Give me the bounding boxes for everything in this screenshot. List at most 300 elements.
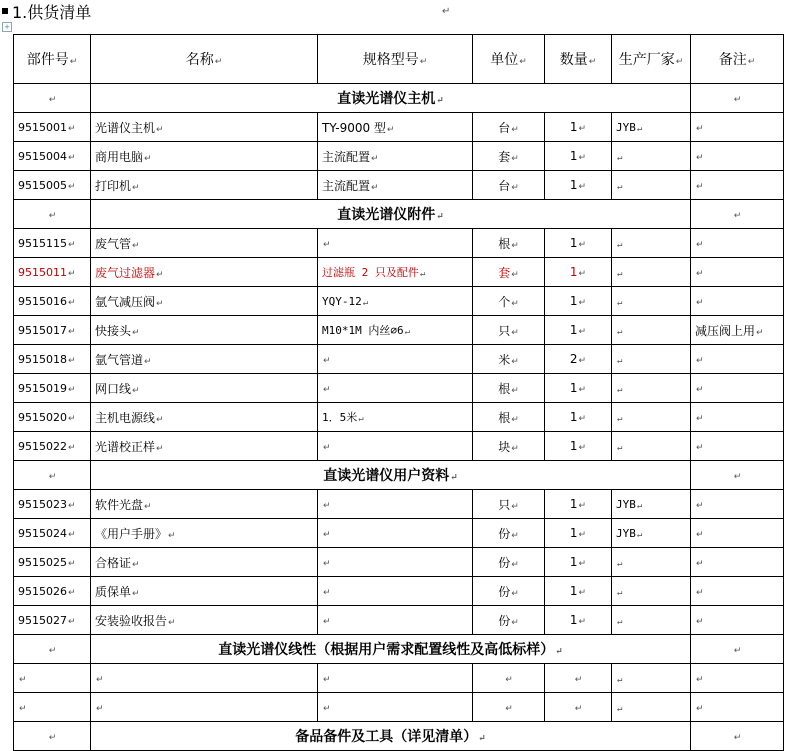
- note-cell: [691, 345, 784, 374]
- cell-end-mark-icon: ↵: [578, 501, 587, 511]
- cell-end-mark-icon: ↵: [511, 124, 519, 135]
- section-row: [14, 200, 784, 229]
- unit-cell: 只↵: [473, 490, 545, 519]
- cell-end-mark-icon: ↵: [696, 559, 704, 569]
- cell-end-mark-icon: ↵: [617, 384, 623, 395]
- quantity-cell: 1↵: [545, 548, 612, 577]
- cell-end-mark-icon: ↵: [574, 675, 583, 685]
- cell-end-mark-icon: ↵: [358, 414, 364, 424]
- spec-cell: [318, 432, 473, 461]
- unit-cell: 台↵: [473, 113, 545, 142]
- cell-end-mark-icon: ↵: [68, 529, 76, 540]
- column-header: 生产厂家↵: [612, 35, 691, 84]
- cell-end-mark-icon: ↵: [696, 356, 704, 366]
- name-cell: 质保单↵: [91, 577, 318, 606]
- note-cell: [691, 229, 784, 258]
- cell-end-mark-icon: ↵: [96, 675, 104, 685]
- cell-end-mark-icon: ↵: [404, 327, 411, 337]
- manufacturer-cell: JYB↵: [612, 490, 691, 519]
- unit-cell: 份↵: [473, 606, 545, 635]
- name-cell: 《用户手册》↵: [91, 519, 318, 548]
- table-row: [14, 403, 784, 432]
- manufacturer-cell: JYB↵: [612, 519, 691, 548]
- cell-end-mark-icon: ↵: [511, 153, 519, 164]
- cell-end-mark-icon: ↵: [511, 559, 519, 570]
- table-row: [14, 374, 784, 403]
- column-header: 数量↵: [545, 35, 612, 84]
- section-title: 直读光谱仪主机↵: [91, 84, 691, 113]
- cell-end-mark-icon: ↵: [19, 703, 27, 714]
- cell-end-mark-icon: ↵: [68, 268, 76, 279]
- cell-end-mark-icon: ↵: [578, 153, 587, 163]
- spec-cell: [318, 490, 473, 519]
- cell-end-mark-icon: ↵: [48, 646, 57, 656]
- cell-end-mark-icon: ↵: [323, 675, 331, 685]
- cell-end-mark-icon: ↵: [696, 501, 704, 511]
- name-cell: 废气过滤器↵: [91, 258, 318, 287]
- section-note-cell: [691, 200, 784, 229]
- cell-end-mark-icon: ↵: [636, 500, 643, 511]
- cell-end-mark-icon: ↵: [733, 646, 742, 656]
- header-row: [14, 35, 784, 84]
- table-row: [14, 345, 784, 374]
- cell-end-mark-icon: ↵: [511, 414, 519, 425]
- cell-end-mark-icon: ↵: [696, 588, 704, 598]
- name-cell: [91, 664, 318, 693]
- cell-end-mark-icon: ↵: [323, 588, 331, 598]
- section-title: 直读光谱仪线性（根据用户需求配置线性及高低标样）↵: [91, 635, 691, 664]
- cell-end-mark-icon: ↵: [617, 181, 623, 192]
- note-cell: [691, 142, 784, 171]
- cell-end-mark-icon: ↵: [68, 152, 76, 163]
- cell-end-mark-icon: ↵: [578, 327, 587, 337]
- cell-end-mark-icon: ↵: [511, 269, 519, 280]
- section-title: 备品备件及工具（详见清单）↵: [91, 722, 691, 751]
- manufacturer-cell: [612, 664, 691, 693]
- cell-end-mark-icon: ↵: [696, 530, 704, 540]
- manufacturer-cell: [612, 432, 691, 461]
- cell-end-mark-icon: ↵: [511, 530, 519, 541]
- cell-end-mark-icon: ↵: [574, 704, 583, 714]
- manufacturer-cell: [612, 258, 691, 287]
- cell-end-mark-icon: ↵: [617, 297, 623, 308]
- cell-end-mark-icon: ↵: [511, 182, 519, 193]
- quantity-cell: 1↵: [545, 171, 612, 200]
- cell-end-mark-icon: ↵: [69, 57, 78, 67]
- supply-list-table: [13, 34, 784, 751]
- section-note-cell: [691, 635, 784, 664]
- cell-end-mark-icon: ↵: [617, 413, 623, 424]
- part-number-cell: 9515026↵: [14, 577, 91, 606]
- manufacturer-cell: [612, 548, 691, 577]
- section-title: 直读光谱仪附件↵: [91, 200, 691, 229]
- column-header: 单位↵: [473, 35, 545, 84]
- quantity-cell: 1↵: [545, 113, 612, 142]
- cell-end-mark-icon: ↵: [511, 617, 519, 628]
- cell-end-mark-icon: ↵: [696, 124, 704, 134]
- cell-end-mark-icon: ↵: [323, 501, 331, 511]
- quantity-cell: 1↵: [545, 258, 612, 287]
- part-number-cell: 9515024↵: [14, 519, 91, 548]
- part-number-cell: 9515027↵: [14, 606, 91, 635]
- name-cell: 商用电脑↵: [91, 142, 318, 171]
- part-number-cell: 9515016↵: [14, 287, 91, 316]
- cell-end-mark-icon: ↵: [19, 674, 27, 685]
- note-cell: [691, 548, 784, 577]
- cell-end-mark-icon: ↵: [675, 57, 684, 67]
- quantity-cell: 1↵: [545, 519, 612, 548]
- cell-end-mark-icon: ↵: [511, 356, 519, 367]
- quantity-cell: 1↵: [545, 577, 612, 606]
- unit-cell: [473, 664, 545, 693]
- cell-end-mark-icon: ↵: [733, 733, 742, 743]
- note-cell: [691, 606, 784, 635]
- quantity-cell: 1↵: [545, 229, 612, 258]
- cell-end-mark-icon: ↵: [96, 704, 104, 714]
- table-row: [14, 258, 784, 287]
- cell-end-mark-icon: ↵: [747, 57, 756, 67]
- table-row: [14, 490, 784, 519]
- part-number-cell: 9515022↵: [14, 432, 91, 461]
- table-row: [14, 606, 784, 635]
- quantity-cell: 1↵: [545, 403, 612, 432]
- note-cell: [691, 258, 784, 287]
- table-row: [14, 432, 784, 461]
- part-number-cell: 9515004↵: [14, 142, 91, 171]
- manufacturer-cell: [612, 229, 691, 258]
- cell-end-mark-icon: ↵: [756, 327, 764, 338]
- cell-end-mark-icon: ↵: [132, 327, 140, 338]
- cell-end-mark-icon: ↵: [696, 269, 704, 279]
- cell-end-mark-icon: ↵: [323, 559, 331, 569]
- cell-end-mark-icon: ↵: [578, 240, 587, 250]
- cell-end-mark-icon: ↵: [68, 123, 76, 134]
- name-cell: 废气管↵: [91, 229, 318, 258]
- cell-end-mark-icon: ↵: [132, 588, 140, 599]
- manufacturer-cell: [612, 287, 691, 316]
- column-header: 规格型号↵: [318, 35, 473, 84]
- note-cell: [691, 113, 784, 142]
- manufacturer-cell: [612, 316, 691, 345]
- cell-end-mark-icon: ↵: [696, 240, 704, 250]
- unit-cell: 根↵: [473, 229, 545, 258]
- cell-end-mark-icon: ↵: [636, 123, 643, 134]
- cell-end-mark-icon: ↵: [168, 617, 176, 628]
- cell-end-mark-icon: ↵: [48, 95, 57, 105]
- part-number-cell: 9515005↵: [14, 171, 91, 200]
- unit-cell: 根↵: [473, 403, 545, 432]
- cell-end-mark-icon: ↵: [132, 559, 140, 570]
- unit-cell: 台↵: [473, 171, 545, 200]
- cell-end-mark-icon: ↵: [323, 356, 331, 366]
- cell-end-mark-icon: ↵: [156, 298, 164, 309]
- part-number-cell: 9515018↵: [14, 345, 91, 374]
- cell-end-mark-icon: ↵: [68, 181, 76, 192]
- cell-end-mark-icon: ↵: [144, 501, 152, 512]
- unit-cell: 套↵: [473, 142, 545, 171]
- cell-end-mark-icon: ↵: [696, 414, 704, 424]
- cell-end-mark-icon: ↵: [371, 153, 379, 164]
- section-code-cell: [14, 635, 91, 664]
- cell-end-mark-icon: ↵: [578, 530, 587, 540]
- cell-end-mark-icon: ↵: [733, 472, 742, 482]
- spec-cell: 过滤瓶 2 只及配件↵: [318, 258, 473, 287]
- cell-end-mark-icon: ↵: [617, 616, 623, 627]
- quantity-cell: 1↵: [545, 490, 612, 519]
- cell-end-mark-icon: ↵: [68, 326, 76, 337]
- table-row: [14, 316, 784, 345]
- cell-end-mark-icon: ↵: [617, 355, 623, 366]
- quantity-cell: [545, 664, 612, 693]
- part-number-cell: 9515011↵: [14, 258, 91, 287]
- cell-end-mark-icon: ↵: [511, 443, 519, 454]
- unit-cell: 套↵: [473, 258, 545, 287]
- cell-end-mark-icon: ↵: [696, 153, 704, 163]
- cell-end-mark-icon: ↵: [450, 473, 458, 483]
- note-cell: [691, 490, 784, 519]
- cell-end-mark-icon: ↵: [362, 297, 369, 308]
- cell-end-mark-icon: ↵: [505, 704, 513, 714]
- part-number-cell: [14, 693, 91, 722]
- spec-cell: [318, 374, 473, 403]
- cell-end-mark-icon: ↵: [617, 268, 623, 279]
- cell-end-mark-icon: ↵: [578, 182, 587, 192]
- cell-end-mark-icon: ↵: [68, 616, 76, 627]
- cell-end-mark-icon: ↵: [617, 152, 623, 163]
- part-number-cell: 9515019↵: [14, 374, 91, 403]
- note-cell: 减压阀上用↵: [691, 316, 784, 345]
- section-title: 直读光谱仪用户资料↵: [91, 461, 691, 490]
- name-cell: 氩气减压阀↵: [91, 287, 318, 316]
- spec-cell: [318, 345, 473, 374]
- cell-end-mark-icon: ↵: [578, 588, 587, 598]
- note-cell: [691, 693, 784, 722]
- cell-end-mark-icon: ↵: [578, 559, 587, 569]
- cell-end-mark-icon: ↵: [68, 239, 76, 250]
- part-number-cell: 9515115↵: [14, 229, 91, 258]
- table-row: [14, 229, 784, 258]
- cell-end-mark-icon: ↵: [323, 443, 331, 453]
- cell-end-mark-icon: ↵: [578, 443, 587, 453]
- cell-end-mark-icon: ↵: [68, 587, 76, 598]
- quantity-cell: 1↵: [545, 316, 612, 345]
- cell-end-mark-icon: ↵: [436, 96, 444, 106]
- cell-end-mark-icon: ↵: [168, 530, 176, 541]
- cell-end-mark-icon: ↵: [617, 558, 623, 569]
- cell-end-mark-icon: ↵: [696, 443, 704, 453]
- cell-end-mark-icon: ↵: [578, 124, 587, 134]
- spec-cell: YQY-12↵: [318, 287, 473, 316]
- cell-end-mark-icon: ↵: [696, 385, 704, 395]
- cell-end-mark-icon: ↵: [478, 734, 486, 744]
- spec-cell: 1．5米↵: [318, 403, 473, 432]
- cell-end-mark-icon: ↵: [519, 57, 527, 67]
- cell-end-mark-icon: ↵: [156, 443, 164, 454]
- section-code-cell: [14, 461, 91, 490]
- table-row: [14, 577, 784, 606]
- cell-end-mark-icon: ↵: [617, 587, 623, 598]
- cell-end-mark-icon: ↵: [578, 617, 587, 627]
- table-row: [14, 519, 784, 548]
- name-cell: 氩气管道↵: [91, 345, 318, 374]
- unit-cell: 份↵: [473, 577, 545, 606]
- part-number-cell: 9515025↵: [14, 548, 91, 577]
- unit-cell: 米↵: [473, 345, 545, 374]
- cell-end-mark-icon: ↵: [323, 385, 331, 395]
- cell-end-mark-icon: ↵: [68, 442, 76, 453]
- quantity-cell: 1↵: [545, 432, 612, 461]
- cell-end-mark-icon: ↵: [156, 414, 164, 425]
- cell-end-mark-icon: ↵: [696, 617, 704, 627]
- name-cell: 主机电源线↵: [91, 403, 318, 432]
- cell-end-mark-icon: ↵: [696, 704, 704, 714]
- section-row: [14, 84, 784, 113]
- table-row: [14, 664, 784, 693]
- name-cell: 合格证↵: [91, 548, 318, 577]
- section-code-cell: [14, 722, 91, 751]
- cell-end-mark-icon: ↵: [578, 269, 587, 279]
- cell-end-mark-icon: ↵: [511, 298, 519, 309]
- table-move-handle-icon[interactable]: +: [2, 22, 12, 32]
- note-cell: [691, 403, 784, 432]
- part-number-cell: [14, 664, 91, 693]
- column-header: 名称↵: [91, 35, 318, 84]
- cell-end-mark-icon: ↵: [386, 124, 395, 135]
- manufacturer-cell: [612, 577, 691, 606]
- cell-end-mark-icon: ↵: [696, 298, 704, 308]
- quantity-cell: 1↵: [545, 606, 612, 635]
- cell-end-mark-icon: ↵: [436, 212, 444, 222]
- cell-end-mark-icon: ↵: [68, 500, 76, 511]
- cell-end-mark-icon: ↵: [48, 472, 57, 482]
- section-row: [14, 461, 784, 490]
- table-row: [14, 171, 784, 200]
- cell-end-mark-icon: ↵: [696, 675, 704, 685]
- cell-end-mark-icon: ↵: [578, 414, 587, 424]
- cell-end-mark-icon: ↵: [588, 57, 597, 67]
- part-number-cell: 9515023↵: [14, 490, 91, 519]
- name-cell: 光谱校正样↵: [91, 432, 318, 461]
- note-cell: [691, 577, 784, 606]
- spec-cell: [318, 548, 473, 577]
- quantity-cell: 2↵: [545, 345, 612, 374]
- cell-end-mark-icon: ↵: [733, 211, 742, 221]
- spec-cell: [318, 664, 473, 693]
- section-note-cell: [691, 84, 784, 113]
- name-cell: 快接头↵: [91, 316, 318, 345]
- cell-end-mark-icon: ↵: [555, 647, 563, 657]
- cell-end-mark-icon: ↵: [214, 57, 223, 67]
- cell-end-mark-icon: ↵: [617, 239, 623, 250]
- unit-cell: 根↵: [473, 374, 545, 403]
- name-cell: 光谱仪主机↵: [91, 113, 318, 142]
- section-note-cell: [691, 722, 784, 751]
- note-cell: [691, 432, 784, 461]
- cell-end-mark-icon: ↵: [617, 703, 623, 714]
- cell-end-mark-icon: ↵: [144, 153, 152, 164]
- cell-end-mark-icon: ↵: [132, 182, 140, 193]
- section-row: [14, 635, 784, 664]
- table-row: [14, 548, 784, 577]
- heading-text: 1.供货清单: [12, 2, 92, 22]
- manufacturer-cell: [612, 606, 691, 635]
- cell-end-mark-icon: ↵: [578, 385, 587, 395]
- quantity-cell: 1↵: [545, 374, 612, 403]
- section-note-cell: [691, 461, 784, 490]
- manufacturer-cell: [612, 403, 691, 432]
- note-cell: [691, 374, 784, 403]
- cell-end-mark-icon: ↵: [323, 617, 331, 627]
- cell-end-mark-icon: ↵: [68, 384, 76, 395]
- cell-end-mark-icon: ↵: [419, 269, 426, 279]
- column-header: 部件号↵: [14, 35, 91, 84]
- part-number-cell: 9515020↵: [14, 403, 91, 432]
- cell-end-mark-icon: ↵: [323, 240, 331, 250]
- cell-end-mark-icon: ↵: [511, 327, 519, 338]
- manufacturer-cell: [612, 345, 691, 374]
- cell-end-mark-icon: ↵: [578, 298, 587, 308]
- part-number-cell: 9515001↵: [14, 113, 91, 142]
- cell-end-mark-icon: ↵: [48, 733, 57, 743]
- cell-end-mark-icon: ↵: [156, 269, 164, 280]
- manufacturer-cell: [612, 374, 691, 403]
- cell-end-mark-icon: ↵: [156, 124, 164, 135]
- manufacturer-cell: [612, 171, 691, 200]
- quantity-cell: 1↵: [545, 142, 612, 171]
- paragraph-mark-icon: ↵: [442, 6, 451, 17]
- cell-end-mark-icon: ↵: [617, 326, 623, 337]
- cell-end-mark-icon: ↵: [696, 182, 704, 192]
- part-number-cell: 9515017↵: [14, 316, 91, 345]
- cell-end-mark-icon: ↵: [68, 413, 76, 424]
- table-row: [14, 113, 784, 142]
- cell-end-mark-icon: ↵: [323, 530, 331, 540]
- cell-end-mark-icon: ↵: [511, 501, 519, 512]
- cell-end-mark-icon: ↵: [617, 442, 623, 453]
- table-row: [14, 287, 784, 316]
- cell-end-mark-icon: ↵: [68, 297, 76, 308]
- note-cell: [691, 519, 784, 548]
- manufacturer-cell: JYB↵: [612, 113, 691, 142]
- section-heading: [2, 0, 91, 22]
- spec-cell: [318, 693, 473, 722]
- column-header: 备注↵: [691, 35, 784, 84]
- unit-cell: 份↵: [473, 519, 545, 548]
- spec-cell: 主流配置↵: [318, 171, 473, 200]
- spec-cell: [318, 519, 473, 548]
- cell-end-mark-icon: ↵: [48, 211, 57, 221]
- name-cell: 网口线↵: [91, 374, 318, 403]
- unit-cell: 份↵: [473, 548, 545, 577]
- cell-end-mark-icon: ↵: [371, 182, 379, 193]
- section-code-cell: [14, 84, 91, 113]
- cell-end-mark-icon: ↵: [419, 57, 428, 67]
- manufacturer-cell: [612, 142, 691, 171]
- spec-cell: TY-9000 型↵: [318, 113, 473, 142]
- cell-end-mark-icon: ↵: [132, 385, 140, 396]
- cell-end-mark-icon: ↵: [511, 240, 519, 251]
- cell-end-mark-icon: ↵: [578, 356, 587, 366]
- cell-end-mark-icon: ↵: [323, 704, 331, 714]
- name-cell: 安装验收报告↵: [91, 606, 318, 635]
- section-row: [14, 722, 784, 751]
- unit-cell: 只↵: [473, 316, 545, 345]
- cell-end-mark-icon: ↵: [636, 529, 643, 540]
- cell-end-mark-icon: ↵: [505, 675, 513, 685]
- name-cell: 软件光盘↵: [91, 490, 318, 519]
- unit-cell: [473, 693, 545, 722]
- manufacturer-cell: [612, 693, 691, 722]
